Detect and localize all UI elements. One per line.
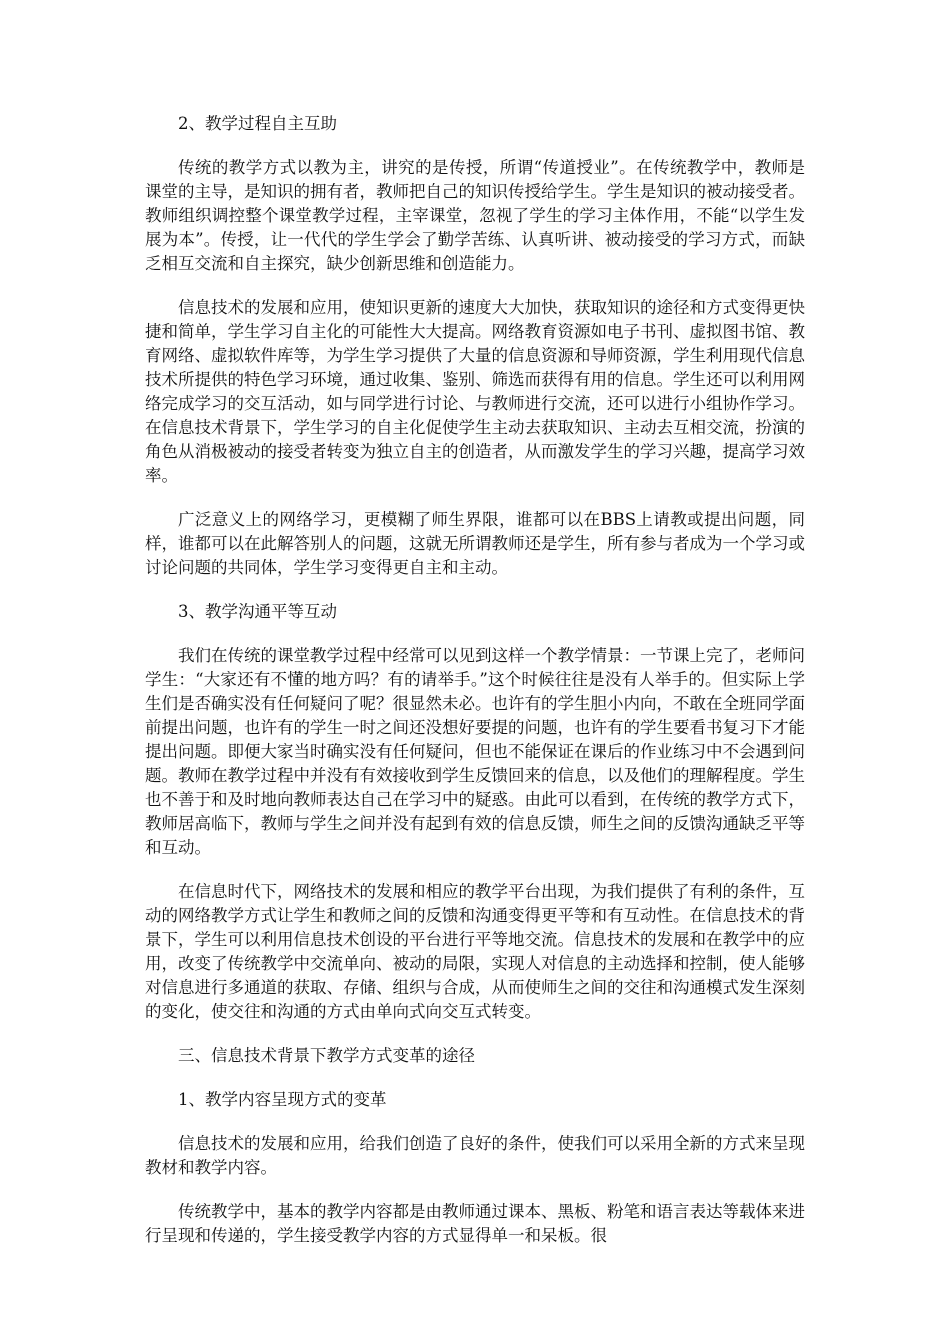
paragraph: 信息技术的发展和应用，使知识更新的速度大大加快，获取知识的途径和方式变得更快捷和简单，学生学习自主化的可能性大大提高。网络教育资源如电子书刊、虚拟图书馆、教育网络、虚拟软件库等，为学生学习提供了大量的信息资源和导师资源，学生利用现代信息技术所提供的特色学习环境，通过收集、鉴别、筛选而获得有用的信息。学生还可以利用网络完成学习的交互活动，如与同学进行讨论、与教师进行交流，还可以进行小组协作学习。在信息技术背景下，学生学习的自主化促使学生主动去获取知识、主动去互相交流，扮演的角色从消极被动的接受者转变为独立自主的创造者，从而激发学生的学习兴趣，提高学习效率。 [145,298,805,485]
paragraph: 在信息时代下，网络技术的发展和相应的教学平台出现，为我们提供了有利的条件，互动的网络教学方式让学生和教师之间的反馈和沟通变得更平等和有互动性。在信息技术的背景下，学生可以利用信息技术创设的平台进行平等地交流。信息技术的发展和在教学中的应用，改变了传统教学中交流单向、被动的局限，实现人对信息的主动选择和控制，使人能够对信息进行多通道的获取、存储、组织与合成，从而使师生之间的交往和沟通模式发生深刻的变化，使交往和沟通的方式由单向式向交互式转变。 [145,882,805,1021]
chapter-heading: 三、信息技术背景下教学方式变革的途径 [178,1046,475,1065]
paragraph: 我们在传统的课堂教学过程中经常可以见到这样一个教学情景：一节课上完了，老师问学生：“大家还有不懂的地方吗？有的请举手。”这个时候往往是没有人举手的。但实际上学生们是否确实没有任何疑问了呢？很显然未必。也许有的学生胆小内向，不敢在全班同学面前提出问题，也许有的学生一时之间还没想好要提的问题，也许有的学生要看书复习下才能提出问题。即便大家当时确实没有任何疑问，但也不能保证在课后的作业练习中不会遇到问题。教师在教学过程中并没有有效接收到学生反馈回来的信息，以及他们的理解程度。学生也不善于和及时地向教师表达自己在学习中的疑惑。由此可以看到，在传统的教学方式下，教师居高临下，教师与学生之间并没有起到有效的信息反馈，师生之间的反馈沟通缺乏平等和互动。 [145,646,805,857]
document-page [145,112,805,1268]
paragraph: 信息技术的发展和应用，给我们创造了良好的条件，使我们可以采用全新的方式来呈现教材和教学内容。 [145,1134,805,1177]
paragraph: 传统教学中，基本的教学内容都是由教师通过课本、黑板、粉笔和语言表达等载体来进行呈现和传递的，学生接受教学内容的方式显得单一和呆板。很 [145,1202,805,1245]
section-heading: 2、教学过程自主互助 [178,114,337,133]
section-heading: 1、教学内容呈现方式的变革 [178,1090,387,1109]
section-heading: 3、教学沟通平等互动 [178,602,337,621]
paragraph: 广泛意义上的网络学习，更模糊了师生界限，谁都可以在BBS上请教或提出问题，同样，谁都可以在此解答别人的问题，这就无所谓教师还是学生，所有参与者成为一个学习或讨论问题的共同体，学生学习变得更自主和主动。 [145,510,805,577]
paragraph: 传统的教学方式以教为主，讲究的是传授，所谓“传道授业”。在传统教学中，教师是课堂的主导，是知识的拥有者，教师把自己的知识传授给学生。学生是知识的被动接受者。教师组织调控整个课堂教学过程，主宰课堂，忽视了学生的学习主体作用，不能“以学生发展为本”。传授，让一代代的学生学会了勤学苦练、认真听讲、被动接受的学习方式，而缺乏相互交流和自主探究，缺少创新思维和创造能力。 [145,158,805,273]
